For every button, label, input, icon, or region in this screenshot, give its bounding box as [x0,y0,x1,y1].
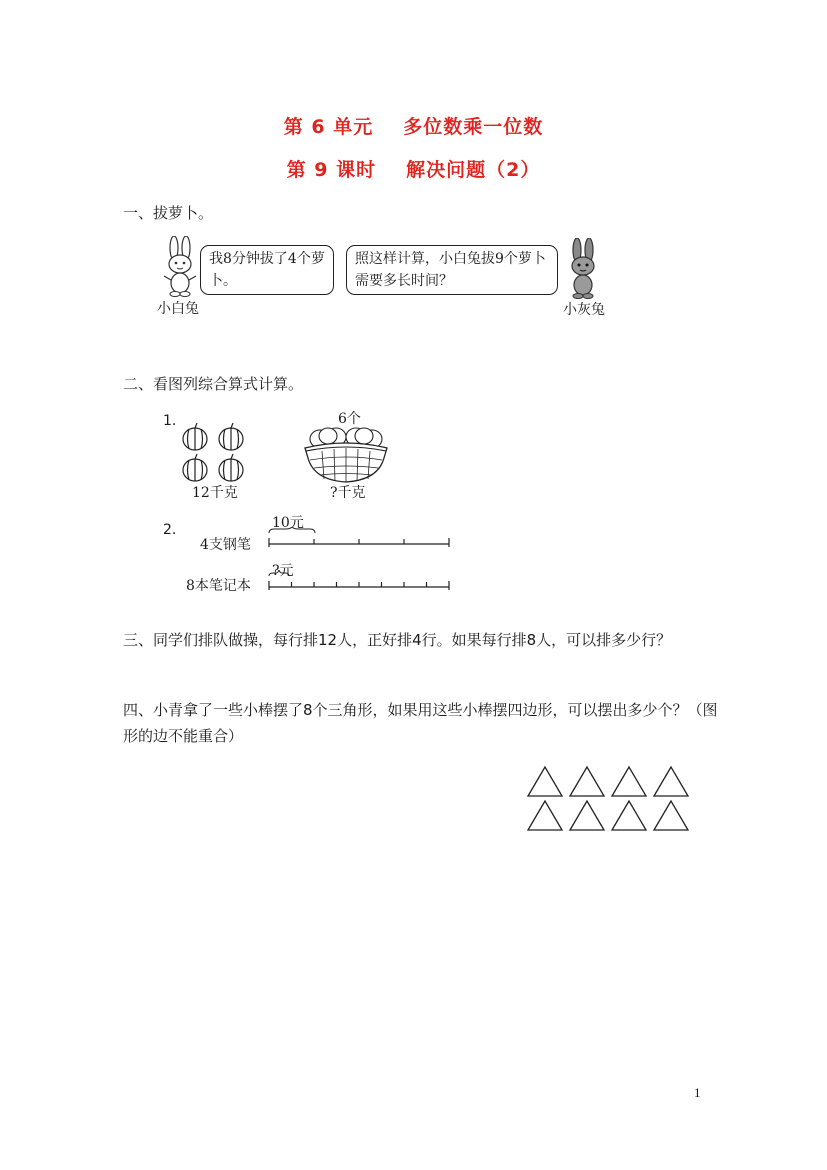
triangle [654,801,688,830]
question-4-text-line-1: 四、小青拿了一些小棒摆了8个三角形，如果用这些小棒摆四边形，可以摆出多少个？（图 [123,701,718,719]
basket-weight-label: ?千克 [330,485,366,501]
pen-price-label: 10元 [272,515,304,531]
unit-number: 第 6 单元 [283,116,374,138]
triangle [654,767,688,796]
grey-rabbit-speech-bubble: 照这样计算，小白兔拔9个萝卜需要多长时间？ [346,245,558,295]
basket-count-label: 6个 [338,411,361,427]
lesson-name: 解决问题（2） [406,159,541,181]
pumpkin-weight-label: 12千克 [192,485,238,501]
notebook-line-diagram [266,570,456,592]
item-2-number: 2. [163,522,177,538]
basket-icon [302,424,390,484]
question-1-heading: 一、拔萝卜。 [123,204,214,222]
white-rabbit-speech-bubble: 我8分钟拔了4个萝卜。 [200,245,334,295]
question-2-heading: 二、看图列综合算式计算。 [123,375,304,393]
grey-rabbit-name: 小灰兔 [563,302,605,318]
unit-title [0,112,827,139]
grey-rabbit-icon [562,238,604,300]
page-number: 1 [694,1085,701,1100]
triangle [570,767,604,796]
triangle [570,801,604,830]
white-rabbit-icon [160,236,200,298]
triangle [612,801,646,830]
pumpkins-icon [181,422,251,484]
pen-line-diagram [266,527,456,549]
question-4-text-line-2: 形的边不能重合） [123,727,244,745]
question-3-text: 三、同学们排队做操，每行排12人，正好排4行。如果每行排8人，可以排多少行？ [123,631,672,649]
triangle [528,767,562,796]
notebook-label: 8本笔记本 [186,578,251,594]
lesson-title [0,155,827,182]
triangles-figure [526,765,692,833]
pen-label: 4支钢笔 [200,537,251,553]
triangle [612,767,646,796]
unit-name: 多位数乘一位数 [403,116,544,138]
triangle [528,801,562,830]
notebook-price-label: ?元 [272,563,294,579]
white-rabbit-name: 小白兔 [157,301,199,317]
item-1-number: 1. [163,413,177,429]
lesson-number: 第 9 课时 [286,159,377,181]
